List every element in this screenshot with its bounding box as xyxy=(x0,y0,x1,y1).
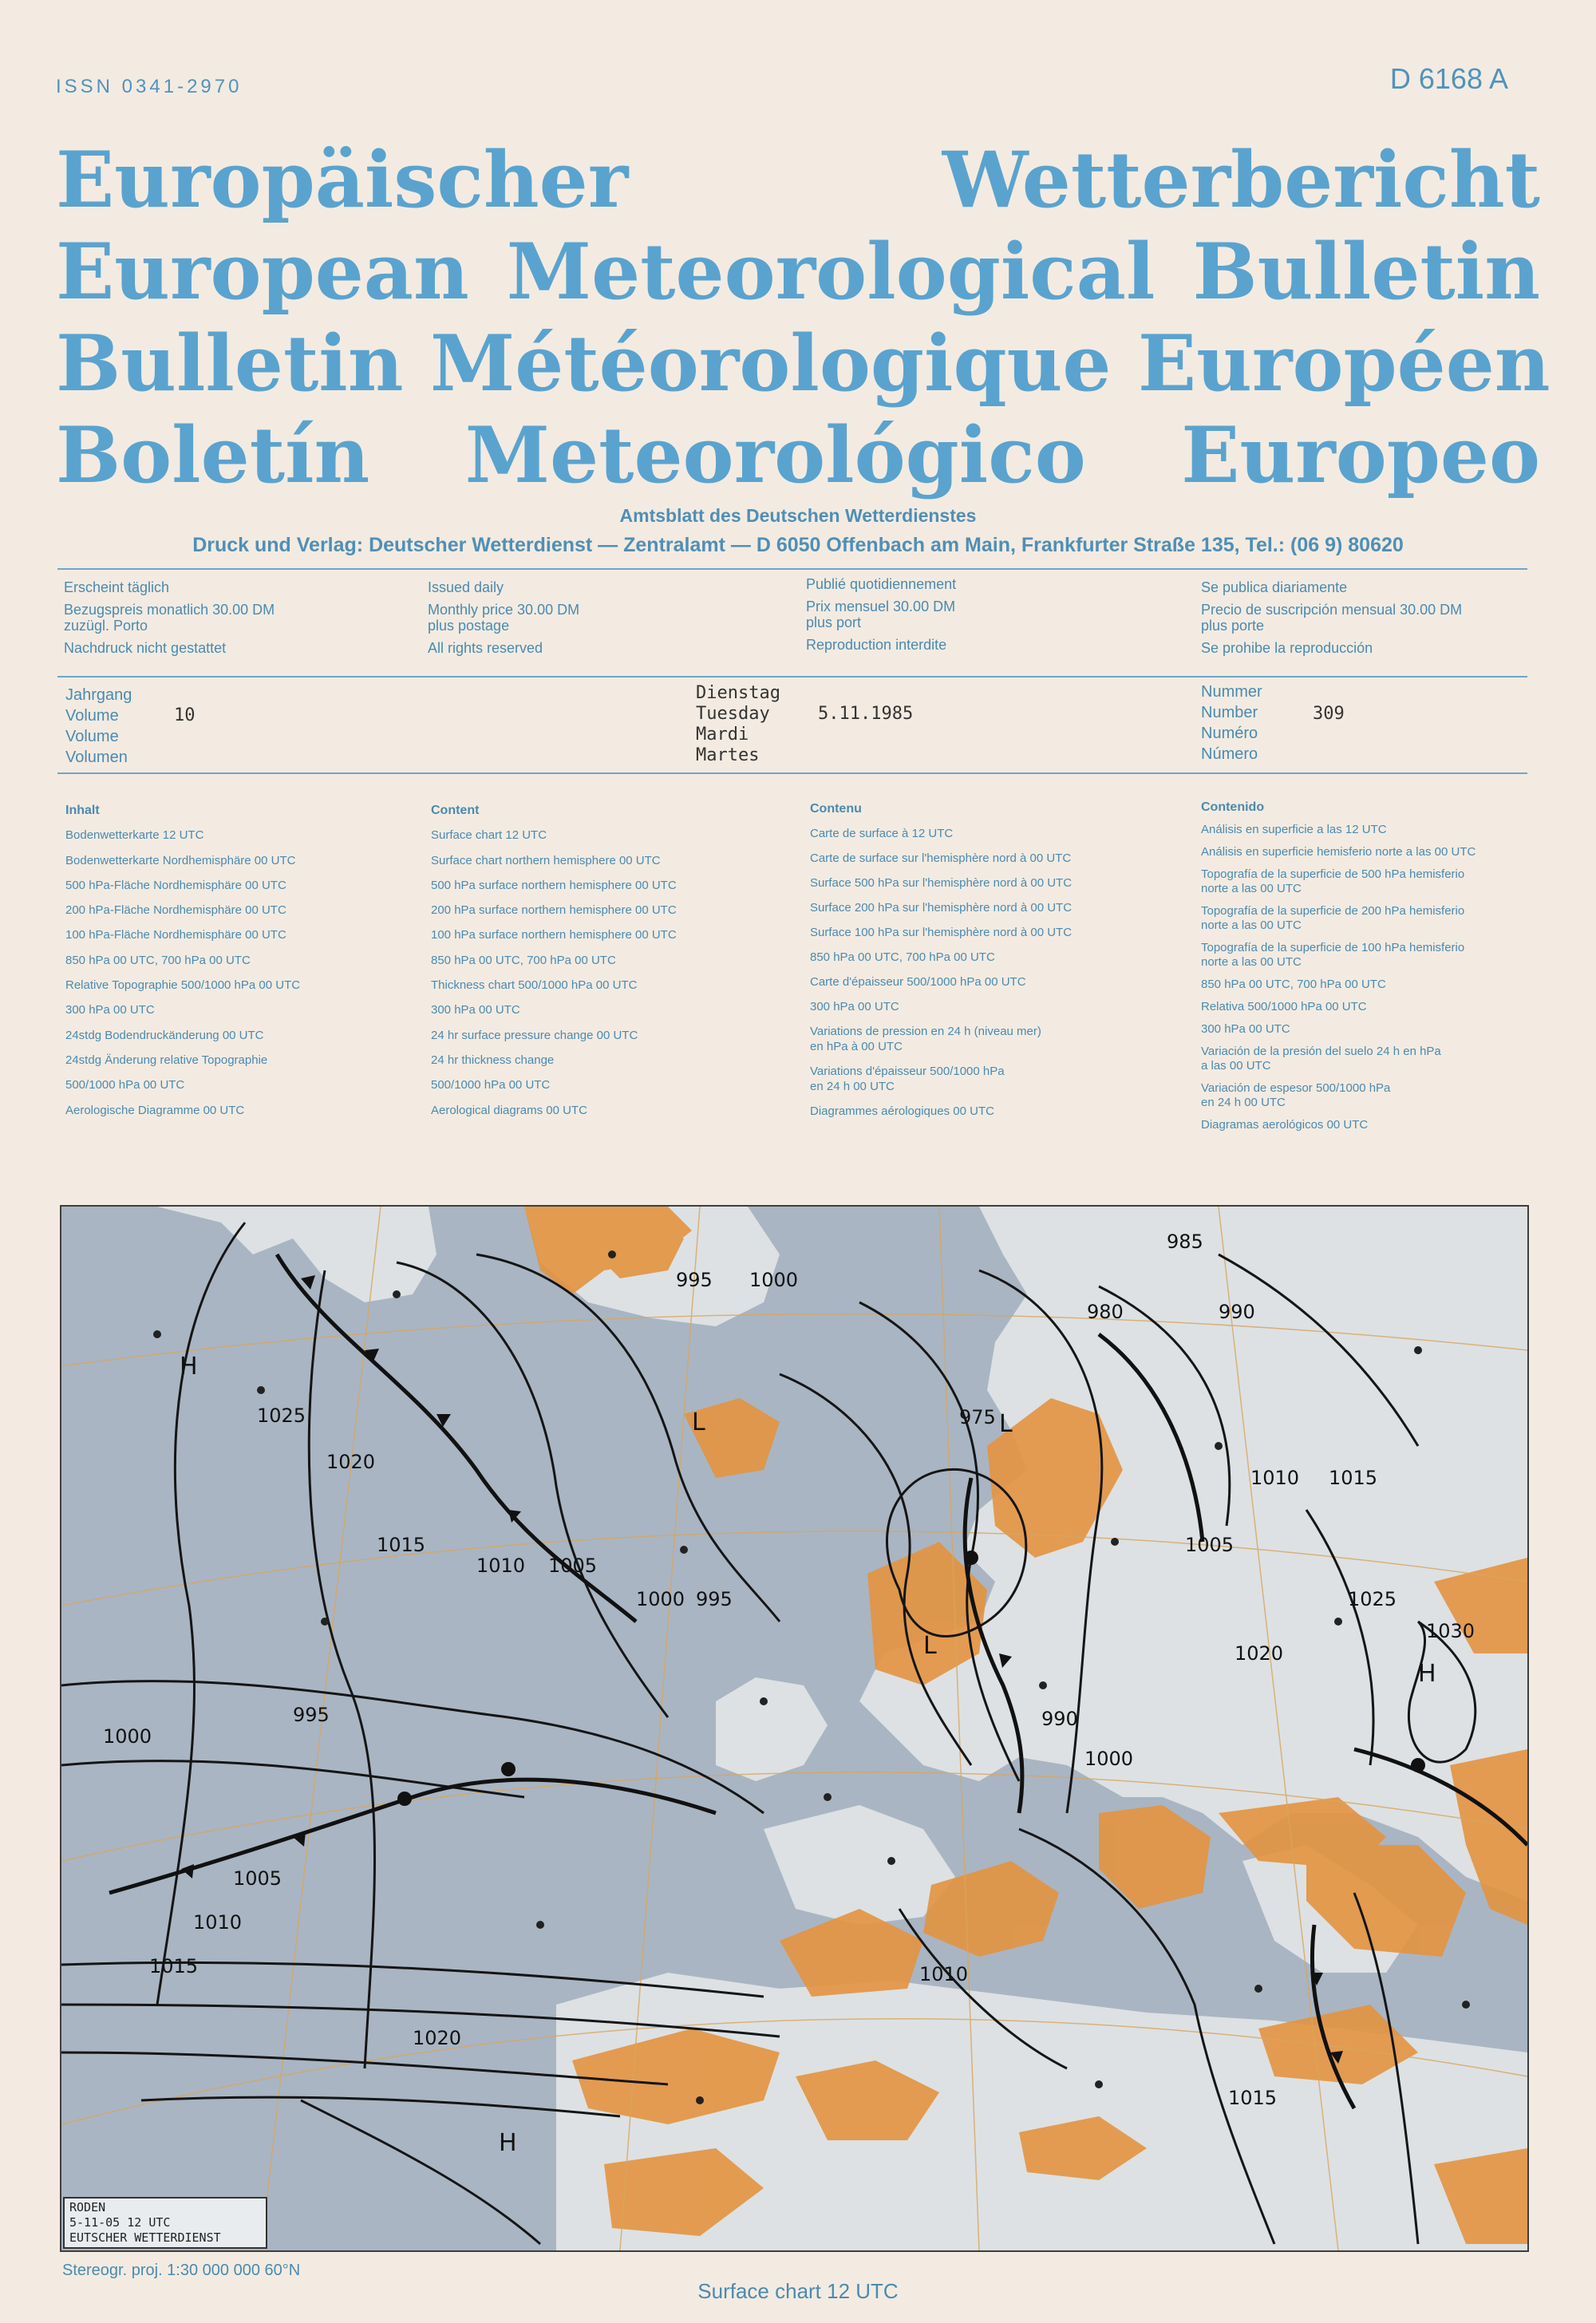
contents-item: en hPa à 00 UTC xyxy=(810,1040,903,1053)
isobar-label: 1010 xyxy=(476,1555,526,1577)
contents-english xyxy=(431,798,677,1123)
isobar-label: 995 xyxy=(676,1269,713,1291)
isobar-label: 1005 xyxy=(548,1555,598,1577)
station-dot xyxy=(608,1250,616,1258)
info-line: Issued daily xyxy=(428,579,504,595)
isobar-label: 1010 xyxy=(193,1911,243,1934)
frontal-boundary xyxy=(109,1780,716,1893)
info-column-de xyxy=(64,576,275,659)
publication-code: D 6168 A xyxy=(1389,62,1508,95)
contents-item: Diagramas aerológicos 00 UTC xyxy=(1201,1118,1369,1132)
contents-item: Surface 500 hPa sur l'hemisphère nord à 00 UTC xyxy=(810,876,1073,890)
front-semicircle xyxy=(1411,1758,1425,1772)
contents-french xyxy=(810,796,1072,1124)
info-column-es xyxy=(1201,576,1462,659)
isobar-line xyxy=(309,1270,374,2068)
number-labels xyxy=(1201,681,1262,764)
info-line: plus port xyxy=(806,614,862,630)
contents-item: Relativa 500/1000 hPa 00 UTC xyxy=(1201,1000,1367,1013)
weekday: Mardi xyxy=(696,725,749,745)
contents-item: 300 hPa 00 UTC xyxy=(431,1003,520,1017)
contents-item: Surface 100 hPa sur l'hemisphère nord à 00 UTC xyxy=(810,926,1073,939)
contents-item: 24stdg Bodendruckänderung 00 UTC xyxy=(65,1028,264,1042)
low-pressure-center: L xyxy=(923,1632,937,1660)
contents-item: Carte d'épaisseur 500/1000 hPa 00 UTC xyxy=(810,975,1026,989)
info-line: Publié quotidiennement xyxy=(806,576,957,592)
station-dot xyxy=(1462,2001,1470,2009)
divider xyxy=(57,772,1527,774)
contents-item: Diagrammes aérologiques 00 UTC xyxy=(810,1104,994,1118)
contents-item: Variations de pression en 24 h (niveau mer) xyxy=(810,1025,1041,1038)
low-pressure-center: L xyxy=(692,1408,705,1436)
issue-number: 309 xyxy=(1313,704,1345,724)
number-label: Nummer xyxy=(1201,683,1262,701)
contents-item: 850 hPa 00 UTC, 700 hPa 00 UTC xyxy=(1201,978,1386,991)
contents-item: norte a las 00 UTC xyxy=(1201,882,1302,895)
volume-label: Volume xyxy=(65,728,119,745)
contents-item: 24stdg Änderung relative Topographie xyxy=(65,1053,268,1067)
station-dot xyxy=(393,1290,401,1298)
contents-item: Relative Topographie 500/1000 hPa 00 UTC xyxy=(65,978,301,993)
contents-item: 500/1000 hPa 00 UTC xyxy=(431,1078,551,1092)
title-french: Bulletin Météorologique Européen xyxy=(56,318,1551,409)
info-line: Bezugspreis monatlich 30.00 DM xyxy=(64,602,275,618)
contents-item: Surface chart northern hemisphere 00 UTC xyxy=(431,853,661,867)
isobar-label: 995 xyxy=(293,1704,330,1726)
contents-item: 200 hPa-Fläche Nordhemisphäre 00 UTC xyxy=(65,903,286,918)
high-pressure-center: H xyxy=(499,2129,517,2157)
title-spanish: Boletín Meteorológico Europeo xyxy=(56,410,1540,500)
iberia-land xyxy=(764,1805,955,1925)
contents-item: 300 hPa 00 UTC xyxy=(1201,1022,1290,1036)
stamp-line: 5-11-05 12 UTC xyxy=(69,2215,171,2230)
isobar-label: 1030 xyxy=(1426,1620,1476,1642)
contents-item: 500 hPa-Fläche Nordhemisphäre 00 UTC xyxy=(65,878,286,892)
info-column-fr xyxy=(806,573,956,656)
masthead-titles xyxy=(56,134,1551,501)
isobar-label: 1020 xyxy=(1235,1642,1284,1665)
info-line: Nachdruck nicht gestattet xyxy=(64,640,227,656)
contents-item: 300 hPa 00 UTC xyxy=(65,1003,155,1017)
isobar-label: 985 xyxy=(1167,1231,1203,1253)
contents-item: 850 hPa 00 UTC, 700 hPa 00 UTC xyxy=(65,953,251,967)
contents-german xyxy=(65,798,300,1123)
contents-item: a las 00 UTC xyxy=(1201,1059,1271,1073)
contents-item: 850 hPa 00 UTC, 700 hPa 00 UTC xyxy=(431,953,616,967)
contents-item: Bodenwetterkarte Nordhemisphäre 00 UTC xyxy=(65,853,296,867)
britain-land xyxy=(716,1677,828,1781)
contents-heading: Contenido xyxy=(1201,800,1265,814)
isobar-label: 1015 xyxy=(1228,2087,1278,2109)
high-pressure-center: H xyxy=(1418,1660,1436,1688)
isobar-label: 1005 xyxy=(233,1867,282,1890)
volume-label: Volume xyxy=(65,707,119,725)
contents-item: Variación de la presión del suelo 24 h en hPa xyxy=(1201,1045,1441,1058)
isobar-label: 1000 xyxy=(749,1269,799,1291)
isobar-line xyxy=(301,2100,540,2244)
stamp-line: RODEN xyxy=(69,2200,106,2214)
publisher-line: Druck und Verlag: Deutscher Wetterdienst — Zentralamt — D 6050 Offenbach am Main, Frankfurter Straße 135, Tel.: (06 9) 80620 xyxy=(192,534,1404,556)
weekday: Tuesday xyxy=(696,704,770,724)
isobar-label: 1000 xyxy=(103,1725,152,1748)
info-line: plus postage xyxy=(428,618,510,634)
isobar-label: 1025 xyxy=(1348,1588,1397,1610)
number-label: Numéro xyxy=(1201,725,1258,742)
front-semicircle xyxy=(964,1551,978,1565)
contents-item: 850 hPa 00 UTC, 700 hPa 00 UTC xyxy=(810,950,995,964)
contents-item: 500 hPa surface northern hemisphere 00 UTC xyxy=(431,878,677,892)
terrain-area xyxy=(780,1909,923,1997)
weekday: Dienstag xyxy=(696,683,780,703)
isobar-label: 1015 xyxy=(377,1534,426,1556)
contents-item: Aerological diagrams 00 UTC xyxy=(431,1103,587,1117)
info-line: Se prohibe la reproducción xyxy=(1201,640,1373,656)
low-pressure-center: L xyxy=(999,1410,1013,1438)
high-pressure-center: H xyxy=(180,1353,198,1381)
isobar-line xyxy=(397,1262,668,1717)
station-dot xyxy=(536,1921,544,1929)
contents-item: Variations d'épaisseur 500/1000 hPa xyxy=(810,1065,1005,1078)
contents-item: Aerologische Diagramme 00 UTC xyxy=(65,1103,245,1117)
station-dot xyxy=(1039,1681,1047,1689)
isobar-line xyxy=(61,1761,524,1797)
contents-item: Bodenwetterkarte 12 UTC xyxy=(65,828,204,843)
contents-item: 300 hPa 00 UTC xyxy=(810,1000,899,1013)
isobar-label: 1015 xyxy=(149,1955,199,1977)
terrain-area xyxy=(1099,1805,1211,1909)
info-line: plus porte xyxy=(1201,618,1265,634)
weekday-names xyxy=(696,683,780,766)
info-line: Se publica diariamente xyxy=(1201,579,1348,595)
info-line: All rights reserved xyxy=(428,640,543,656)
contents-item: Surface 200 hPa sur l'hemisphère nord à 00 UTC xyxy=(810,901,1073,915)
title-english: European Meteorological Bulletin xyxy=(56,227,1540,317)
isobar-label: 990 xyxy=(1041,1708,1078,1730)
info-line: Prix mensuel 30.00 DM xyxy=(806,599,956,614)
number-label: Número xyxy=(1201,745,1258,763)
isobar-label: 975 xyxy=(959,1406,996,1428)
isobar-label: 1025 xyxy=(257,1404,306,1427)
isobar-label: 1020 xyxy=(326,1451,376,1473)
contents-item: Topografía de la superficie de 100 hPa hemisferio xyxy=(1201,941,1465,954)
volume-label: Volumen xyxy=(65,749,128,766)
station-dot xyxy=(680,1546,688,1554)
station-dot xyxy=(1215,1442,1223,1450)
isobar-line xyxy=(157,1223,245,2005)
volume-value: 10 xyxy=(174,705,196,725)
contents-item: Surface chart 12 UTC xyxy=(431,828,547,843)
contents-item: 100 hPa-Fläche Nordhemisphäre 00 UTC xyxy=(65,928,286,942)
isobar-label: 990 xyxy=(1219,1301,1255,1323)
info-column-en xyxy=(428,576,579,659)
station-dot xyxy=(760,1697,768,1705)
station-dot xyxy=(257,1386,265,1394)
station-dot xyxy=(1254,1985,1262,1993)
contents-item: 24 hr thickness change xyxy=(431,1053,555,1067)
isobar-label: 1000 xyxy=(1084,1748,1134,1770)
stamp-line: EUTSCHER WETTERDIENST xyxy=(69,2230,221,2245)
map-caption: Surface chart 12 UTC xyxy=(697,2279,899,2303)
station-dot xyxy=(824,1793,832,1801)
station-dot xyxy=(1095,2080,1103,2088)
isobar-label: 1015 xyxy=(1329,1467,1378,1489)
isobar-label: 1010 xyxy=(1250,1467,1300,1489)
issue-date: 5.11.1985 xyxy=(818,704,914,724)
contents-item: 200 hPa surface northern hemisphere 00 UTC xyxy=(431,903,677,918)
greenland-land xyxy=(61,1207,437,1302)
contents-item: Topografía de la superficie de 200 hPa hemisferio xyxy=(1201,904,1465,918)
contents-item: Carte de surface à 12 UTC xyxy=(810,827,954,840)
contents-heading: Inhalt xyxy=(65,804,100,817)
station-dot xyxy=(153,1330,161,1338)
contents-heading: Contenu xyxy=(810,802,862,816)
contents-item: norte a las 00 UTC xyxy=(1201,955,1302,969)
station-dot xyxy=(696,2096,704,2104)
surface-weather-map xyxy=(60,1205,1529,2252)
contents-spanish xyxy=(1201,796,1476,1136)
front-semicircle xyxy=(397,1792,412,1806)
contents-item: en 24 h 00 UTC xyxy=(1201,1096,1286,1109)
contents-item: 100 hPa surface northern hemisphere 00 UTC xyxy=(431,928,677,942)
map-stamp xyxy=(63,2197,267,2249)
issn-number: ISSN 0341-2970 xyxy=(56,76,243,97)
weather-map-canvas xyxy=(61,1207,1527,2250)
contents-item: 24 hr surface pressure change 00 UTC xyxy=(431,1028,638,1042)
front-semicircle xyxy=(501,1762,516,1776)
contents-item: en 24 h 00 UTC xyxy=(810,1080,895,1093)
number-label: Number xyxy=(1201,704,1258,721)
contents-item: 500/1000 hPa 00 UTC xyxy=(65,1078,185,1092)
divider xyxy=(57,676,1527,678)
info-line: Precio de suscripción mensual 30.00 DM xyxy=(1201,602,1463,618)
isobar-label: 1020 xyxy=(413,2027,462,2049)
contents-item: Análisis en superficie hemisferio norte a las 00 UTC xyxy=(1201,845,1476,859)
amtsblatt-line: Amtsblatt des Deutschen Wetterdienstes xyxy=(619,505,977,526)
isobar-label: 980 xyxy=(1087,1301,1124,1323)
land-masses xyxy=(61,1207,1527,2250)
contents-item: Thickness chart 500/1000 hPa 00 UTC xyxy=(431,978,638,993)
info-line: Monthly price 30.00 DM xyxy=(428,602,580,618)
isobar-label: 1010 xyxy=(919,1963,969,1985)
station-dot xyxy=(1334,1618,1342,1626)
station-dot xyxy=(887,1857,895,1865)
divider xyxy=(57,568,1527,570)
isobar-label: 995 xyxy=(696,1588,733,1610)
station-dot xyxy=(1414,1346,1422,1354)
info-line: Reproduction interdite xyxy=(806,637,947,653)
contents-heading: Content xyxy=(431,804,480,817)
info-line: zuzügl. Porto xyxy=(64,618,148,634)
projection-note: Stereogr. proj. 1:30 000 000 60°N xyxy=(62,2262,301,2279)
contents-item: Variación de espesor 500/1000 hPa xyxy=(1201,1081,1391,1095)
isobar-label: 1005 xyxy=(1185,1534,1235,1556)
contents-item: Topografía de la superficie de 500 hPa hemisferio xyxy=(1201,867,1465,881)
station-dot xyxy=(321,1618,329,1626)
weekday: Martes xyxy=(696,745,760,765)
volume-labels xyxy=(65,685,132,768)
info-line: Erscheint täglich xyxy=(64,579,170,595)
contents-item: norte a las 00 UTC xyxy=(1201,919,1302,932)
front-triangle xyxy=(301,1275,315,1290)
isobar-label: 1000 xyxy=(636,1588,685,1610)
title-german: Europäischer Wetterbericht xyxy=(56,135,1540,225)
contents-item: Carte de surface sur l'hemisphère nord à 00 UTC xyxy=(810,851,1072,865)
station-dot xyxy=(1111,1538,1119,1546)
contents-item: Análisis en superficie a las 12 UTC xyxy=(1201,823,1387,836)
volume-label: Jahrgang xyxy=(65,686,132,704)
isobar-line xyxy=(141,2097,620,2116)
